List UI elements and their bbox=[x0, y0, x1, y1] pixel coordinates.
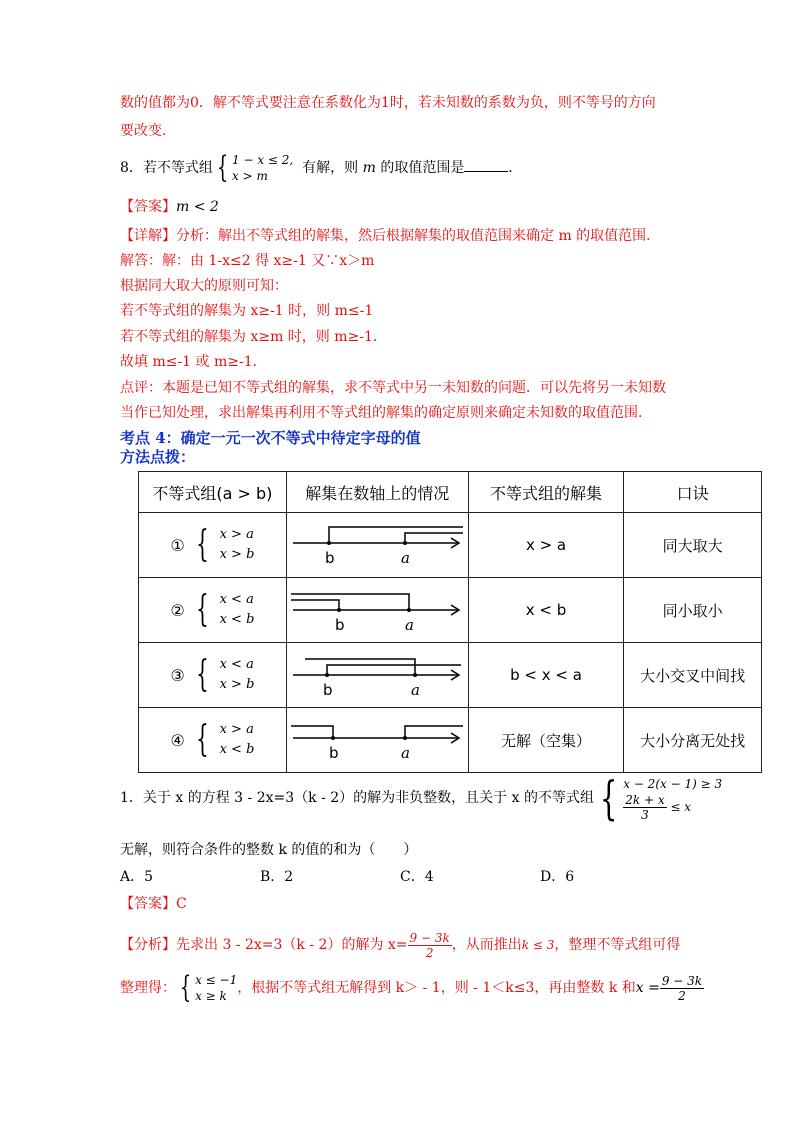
point-label-a: a bbox=[411, 681, 421, 699]
number-line-diagram bbox=[287, 708, 467, 768]
point-marker bbox=[325, 673, 329, 677]
org-row2: x ≥ k bbox=[195, 989, 227, 1003]
q8-prefix: 8．若不等式组 bbox=[120, 160, 213, 176]
solution-cell: x < b bbox=[468, 578, 624, 643]
section-subtitle: 方法点拨： bbox=[120, 448, 196, 466]
rule-cell: 同小取小 bbox=[624, 578, 762, 643]
comment-line-1: 点评：本题是已知不等式组的解集，求不等式中另一未知数的问题．可以先将另一未知数 bbox=[120, 380, 666, 396]
detail-label: 【详解】 bbox=[120, 228, 176, 244]
q1-sys-row1: x − 2(x − 1) ≥ 3 bbox=[623, 776, 723, 791]
row-number: ② bbox=[170, 600, 185, 620]
answer-label: 【答案】 bbox=[120, 199, 176, 215]
q8-sys-row1: 1 − x ≤ 2, bbox=[232, 153, 294, 167]
q1-system: { x − 2(x − 1) ≥ 3 $\frac{2k + x}{3}$ ≤ x bbox=[599, 771, 723, 825]
table-row bbox=[139, 708, 762, 773]
range-bracket bbox=[291, 726, 333, 738]
analysis-fraction: $\frac{9 - 3k}{2}$ bbox=[409, 930, 450, 960]
system-row: x > a bbox=[219, 722, 254, 737]
header-solution: 不等式组的解集 bbox=[468, 472, 624, 513]
analysis-label: 【分析】 bbox=[120, 937, 176, 953]
solution-cell: b < x < a bbox=[468, 643, 624, 708]
analysis-text: ，根据不等式组无解得到 k＞ - 1，则 - 1＜k≤3，再由整数 k 和 bbox=[237, 980, 636, 996]
question-1 bbox=[120, 772, 722, 824]
solution-line-3: 若不等式组的解集为 x≥-1 时，则 m≤-1 bbox=[120, 303, 374, 319]
solution-line-1: 解答：解：由 1-x≤2 得 x≥-1 又∵x＞m bbox=[120, 253, 375, 269]
answer-value: C bbox=[176, 896, 187, 912]
analysis-text: 先求出 3 - 2x=3（k - 2）的解为 x= bbox=[176, 937, 408, 953]
point-label-b: b bbox=[329, 744, 339, 762]
system-row: x < a bbox=[219, 592, 254, 607]
intro-line-1: 数的值都为0．解不等式要注意在系数化为1时，若未知数的系数为负，则不等号的方向 bbox=[120, 95, 656, 111]
q8-suffix: 的取值范围是 bbox=[380, 160, 465, 176]
q1-text: 1．关于 x 的方程 3 - 2x=3（k - 2）的解为非负整数，且关于 x 的不等式组 bbox=[120, 790, 594, 806]
solution-line-4: 若不等式组的解集为 x≥m 时，则 m≥-1． bbox=[120, 329, 387, 345]
header-system: 不等式组(a > b) bbox=[139, 472, 287, 513]
point-marker bbox=[407, 608, 411, 612]
solution-cell: 无解（空集） bbox=[468, 708, 624, 773]
rule-cell: 同大取大 bbox=[624, 513, 762, 578]
answer-blank bbox=[464, 157, 508, 172]
point-label-b: b bbox=[325, 549, 335, 567]
q8-mid: 有解，则 bbox=[302, 160, 359, 176]
number-line-diagram bbox=[287, 513, 467, 573]
point-label-b: b bbox=[323, 681, 333, 699]
organize-label: 整理得： bbox=[120, 980, 176, 996]
point-marker bbox=[337, 608, 341, 612]
comment-line-2: 当作已知处理，求出解集再利用不等式组的解集的确定原则来确定未知数的取值范围． bbox=[120, 405, 652, 421]
solution-cell: x > a bbox=[468, 513, 624, 578]
q8-answer bbox=[120, 197, 219, 217]
point-marker bbox=[327, 541, 331, 545]
q1-text-2: 无解，则符合条件的整数 k 的值的和为（ ） bbox=[120, 842, 418, 858]
rule-cell: 大小分离无处找 bbox=[624, 708, 762, 773]
row-number: ① bbox=[170, 535, 185, 555]
range-bracket bbox=[291, 600, 339, 610]
table-header-row bbox=[139, 472, 762, 513]
point-label-a: a bbox=[405, 616, 415, 634]
inequality-system: ③ { x < a x > b bbox=[170, 654, 255, 695]
range-bracket bbox=[405, 726, 463, 738]
q1-organize bbox=[120, 970, 704, 1006]
point-label-b: b bbox=[335, 616, 345, 634]
point-label-a: a bbox=[401, 549, 411, 567]
analysis-fraction-2: $\frac{9 - 3k}{2}$ bbox=[661, 973, 703, 1003]
header-numberline: 解集在数轴上的情况 bbox=[286, 472, 468, 513]
point-label-a: a bbox=[401, 744, 411, 762]
point-marker bbox=[331, 736, 335, 740]
answer-value: m < 2 bbox=[176, 199, 219, 215]
answer-label: 【答案】 bbox=[120, 896, 176, 912]
analysis-text: ，从而推出 bbox=[451, 937, 522, 953]
question-8 bbox=[120, 150, 522, 186]
option-d: D．6 bbox=[540, 869, 575, 885]
q1-sys-row2-rest: ≤ x bbox=[670, 799, 692, 814]
q8-sys-row2: x > m bbox=[232, 169, 268, 183]
analysis-inequality: k ≤ 3 bbox=[521, 938, 555, 952]
point-marker bbox=[403, 736, 407, 740]
point-marker bbox=[413, 673, 417, 677]
option-a: A．5 bbox=[120, 869, 154, 885]
q1-analysis bbox=[120, 928, 680, 962]
range-bracket bbox=[405, 533, 463, 543]
q8-var: m bbox=[362, 160, 376, 176]
system-row: x < a bbox=[219, 657, 254, 672]
table-row bbox=[139, 643, 762, 708]
option-b: B．2 bbox=[260, 869, 294, 885]
q8-detail bbox=[120, 226, 660, 246]
option-c: C．4 bbox=[400, 869, 434, 885]
system-row: x < b bbox=[219, 612, 255, 627]
q1-sys-fraction: $\frac{2k + x}{3}$ bbox=[625, 792, 665, 822]
analysis-text: ，整理不等式组可得 bbox=[554, 937, 681, 953]
system-row: x > b bbox=[219, 547, 255, 562]
q8-system: { 1 − x ≤ 2, x > m bbox=[216, 150, 294, 185]
detail-text: 分析：解出不等式组的解集，然后根据解集的取值范围来确定 m 的取值范围． bbox=[176, 228, 661, 244]
range-bracket bbox=[305, 659, 415, 675]
point-marker bbox=[403, 541, 407, 545]
solution-line-5: 故填 m≤-1 或 m≥-1． bbox=[120, 354, 267, 370]
system-row: x > a bbox=[219, 527, 254, 542]
section-title: 考点 4：确定一元一次不等式中待定字母的值 bbox=[120, 429, 421, 447]
method-table bbox=[138, 471, 762, 773]
range-bracket bbox=[327, 665, 461, 675]
range-bracket bbox=[291, 594, 409, 610]
q1-answer bbox=[120, 894, 187, 914]
row-number: ④ bbox=[170, 730, 185, 750]
inequality-system: ④ { x > a x < b bbox=[170, 719, 255, 760]
system-row: x < b bbox=[219, 742, 255, 757]
org-row1: x ≤ −1 bbox=[195, 973, 238, 987]
header-rule: 口诀 bbox=[624, 472, 762, 513]
q8-end: ． bbox=[508, 160, 523, 176]
row-number: ③ bbox=[170, 665, 185, 685]
rule-cell: 大小交叉中间找 bbox=[624, 643, 762, 708]
table-row bbox=[139, 513, 762, 578]
table-row bbox=[139, 578, 762, 643]
range-bracket bbox=[329, 527, 463, 543]
inequality-system: ① { x > a x > b bbox=[170, 524, 255, 565]
solution-line-2: 根据同大取大的原则可知： bbox=[120, 278, 288, 294]
system-row: x > b bbox=[219, 677, 255, 692]
number-line-diagram bbox=[287, 643, 467, 703]
intro-line-2: 要改变． bbox=[120, 123, 176, 139]
inequality-system: ② { x < a x < b bbox=[170, 589, 255, 630]
analysis-x: x = bbox=[635, 980, 660, 996]
organized-system: { x ≤ −1 x ≥ k bbox=[179, 970, 238, 1005]
number-line-diagram bbox=[287, 578, 467, 638]
